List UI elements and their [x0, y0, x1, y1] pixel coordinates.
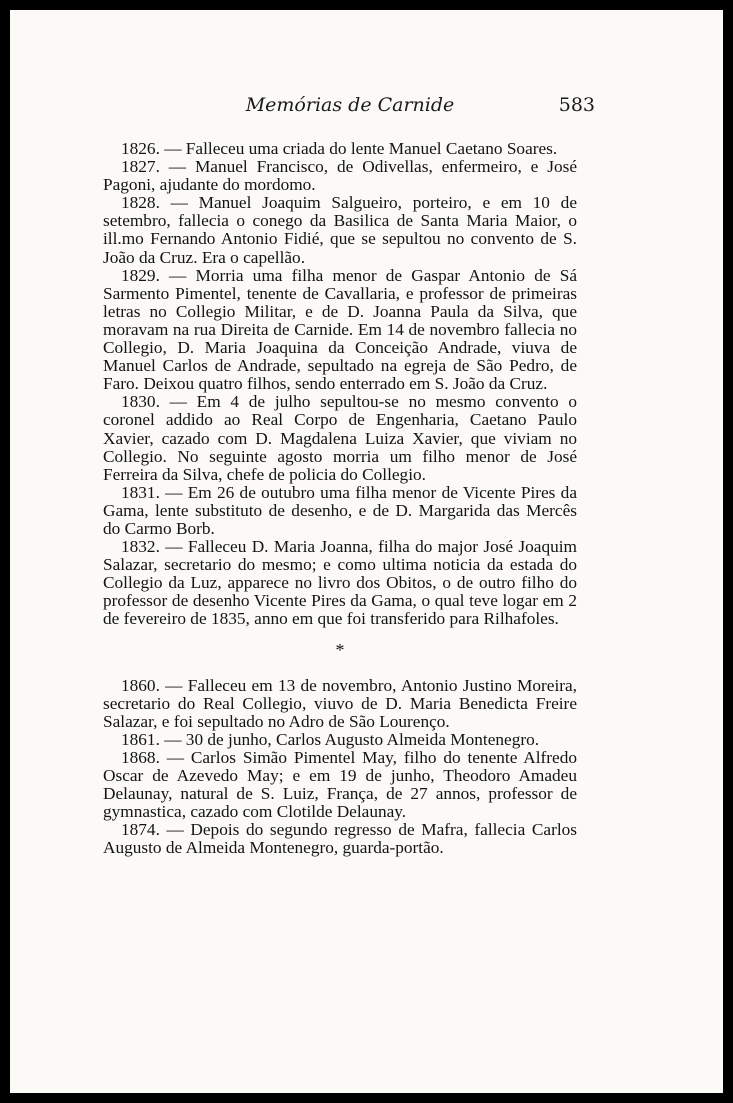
book-page	[10, 10, 723, 1093]
entry-1827: 1827. — Manuel Francisco, de Odivellas, enfermeiro, e José Pagoni, ajudante do mordomo.	[103, 157, 577, 195]
entry-1829: 1829. — Morria uma filha menor de Gaspar Antonio de Sá Sarmento Pimentel, tenente de Cavallaria, e professor de primeiras letras no Collegio Militar, e de D. Joanna Paula da Silva, que moravam na rua Direita de Carnide. Em 14 de novembro fallecia no Collegio, D. Maria Joaquina da Conceição Andrade, viuva de Manuel Carlos de Andrade, sepultado na egreja de São Pedro, de Faro. Deixou quatro filhos, sendo enterrado em S. João da Cruz.	[103, 265, 577, 394]
body-text	[103, 140, 577, 857]
running-title: Memórias de Carnide	[245, 94, 455, 116]
entry-1830: 1830. — Em 4 de julho sepultou-se no mesmo convento o coronel addido ao Real Corpo de Engenharia, Caetano Paulo Xavier, cazado com D. Magdalena Luiza Xavier, que viviam no Collegio. No seguinte agosto morria um filho menor de José Ferreira da Silva, chefe de policia do Collegio.	[103, 392, 577, 484]
entry-1828: 1828. — Manuel Joaquim Salgueiro, porteiro, e em 10 de setembro, fallecia o conego da Basilica de Santa Maria Maior, o ill.mo Fernando Antonio Fidié, que se sepultou no convento de S. João da Cruz. Era o capellão.	[103, 193, 577, 267]
section-separator	[103, 629, 577, 677]
page-number: 583	[558, 94, 595, 116]
entry-1826: 1826. — Falleceu uma criada do lente Manuel Caetano Soares.	[121, 139, 558, 158]
entry-1831: 1831. — Em 26 de outubro uma filha menor de Vicente Pires da Gama, lente substituto de desenho, e de D. Margarida das Mercês do Carmo Borb.	[103, 482, 577, 538]
running-header	[105, 94, 595, 124]
entry-1861: 1861. — 30 de junho, Carlos Augusto Almeida Montenegro.	[121, 729, 540, 749]
entry-1860: 1860. — Falleceu em 13 de novembro, Antonio Justino Moreira, secretario do Real Collegio, viuvo de D. Maria Benedicta Freire Salazar, e foi sepultado no Adro de São Lourenço.	[103, 675, 577, 731]
entry-1874: 1874. — Depois do segundo regresso de Mafra, fallecia Carlos Augusto de Almeida Montenegro, guarda-portão.	[103, 820, 577, 858]
asterisk-separator: *	[335, 639, 345, 660]
entry-1868: 1868. — Carlos Simão Pimentel May, filho do tenente Alfredo Oscar de Azevedo May; e em 19 de junho, Theodoro Amadeu Delaunay, natural de S. Luiz, França, de 27 annos, professor de gymnastica, cazado com Clotilde Delaunay.	[103, 747, 577, 822]
entry-1832: 1832. — Falleceu D. Maria Joanna, filha do major José Joaquim Salazar, secretario do mesmo; e como ultima noticia da estada do Collegio da Luz, apparece no livro dos Obitos, o de outro filho do professor de desenho Vicente Pires da Gama, o qual teve logar em 2 de fevereiro de 1835, anno em que foi transferido para Rilhafoles.	[103, 537, 577, 629]
